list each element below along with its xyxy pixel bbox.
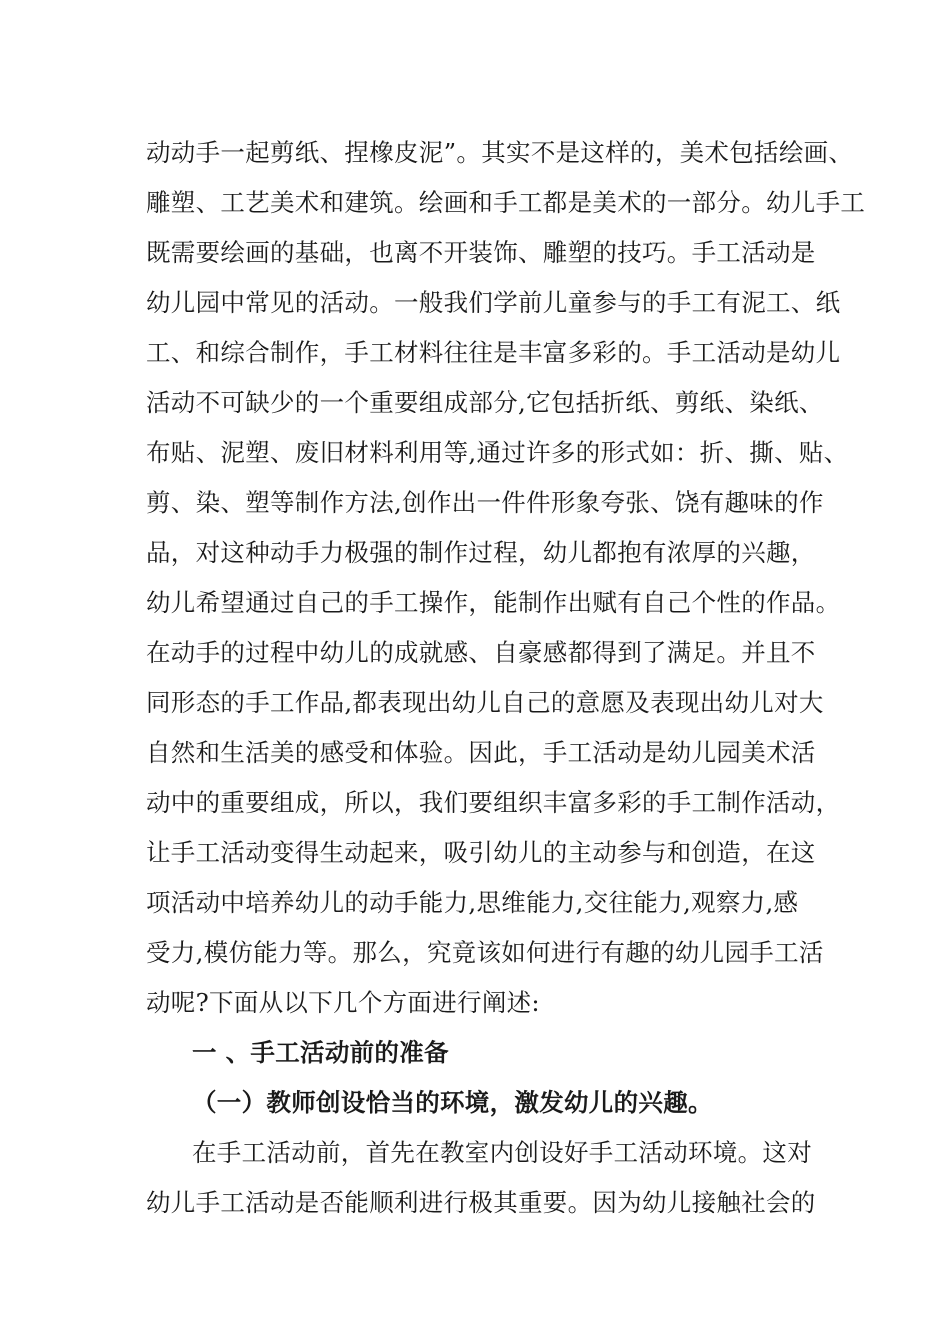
paragraph-line: 同形态的手工作品,都表现出幼儿自己的意愿及表现出幼儿对大 (146, 688, 824, 717)
paragraph-line: 动呢?下面从以下几个方面进行阐述: (146, 988, 540, 1017)
paragraph-line: 既需要绘画的基础，也离不开装饰、雕塑的技巧。手工活动是 (146, 238, 816, 267)
section-heading: 一 、手工活动前的准备 (192, 1038, 449, 1067)
paragraph-line: 幼儿手工活动是否能顺利进行极其重要。因为幼儿接触社会的 (146, 1188, 816, 1217)
subsection-heading: （一）教师创设恰当的环境，激发幼儿的兴趣。 (192, 1088, 713, 1117)
paragraph-line: 雕塑、工艺美术和建筑。绘画和手工都是美术的一部分。幼儿手工 (146, 188, 866, 217)
paragraph-line: 动中的重要组成，所以，我们要组织丰富多彩的手工制作活动， (146, 788, 841, 817)
paragraph-line: 动动手一起剪纸、捏橡皮泥”。其实不是这样的，美术包括绘画、 (146, 138, 854, 167)
paragraph-line: 让手工活动变得生动起来，吸引幼儿的主动参与和创造，在这 (146, 838, 816, 867)
paragraph-line: 在手工活动前，首先在教室内创设好手工活动环境。这对 (192, 1138, 812, 1167)
paragraph-line: 剪、染、塑等制作方法,创作出一件件形象夸张、饶有趣味的作 (146, 488, 824, 517)
paragraph-line: 自然和生活美的感受和体验。因此，手工活动是幼儿园美术活 (146, 738, 816, 767)
paragraph-line: 幼儿园中常见的活动。一般我们学前儿童参与的手工有泥工、纸 (146, 288, 841, 317)
paragraph-line: 工、和综合制作，手工材料往往是丰富多彩的。手工活动是幼儿 (146, 338, 841, 367)
paragraph-line: 品，对这种动手力极强的制作过程，幼儿都抱有浓厚的兴趣， (146, 538, 816, 567)
paragraph-line: 受力,模仿能力等。那么，究竟该如何进行有趣的幼儿园手工活 (146, 938, 824, 967)
paragraph-line: 活动不可缺少的一个重要组成部分,它包括折纸、剪纸、染纸、 (146, 388, 824, 417)
paragraph-line: 项活动中培养幼儿的动手能力,思维能力,交往能力,观察力,感 (146, 888, 799, 917)
paragraph-line: 在动手的过程中幼儿的成就感、自豪感都得到了满足。并且不 (146, 638, 816, 667)
paragraph-line: 布贴、泥塑、废旧材料利用等,通过许多的形式如：折、撕、贴、 (146, 438, 849, 467)
paragraph-line: 幼儿希望通过自己的手工操作，能制作出赋有自己个性的作品。 (146, 588, 841, 617)
